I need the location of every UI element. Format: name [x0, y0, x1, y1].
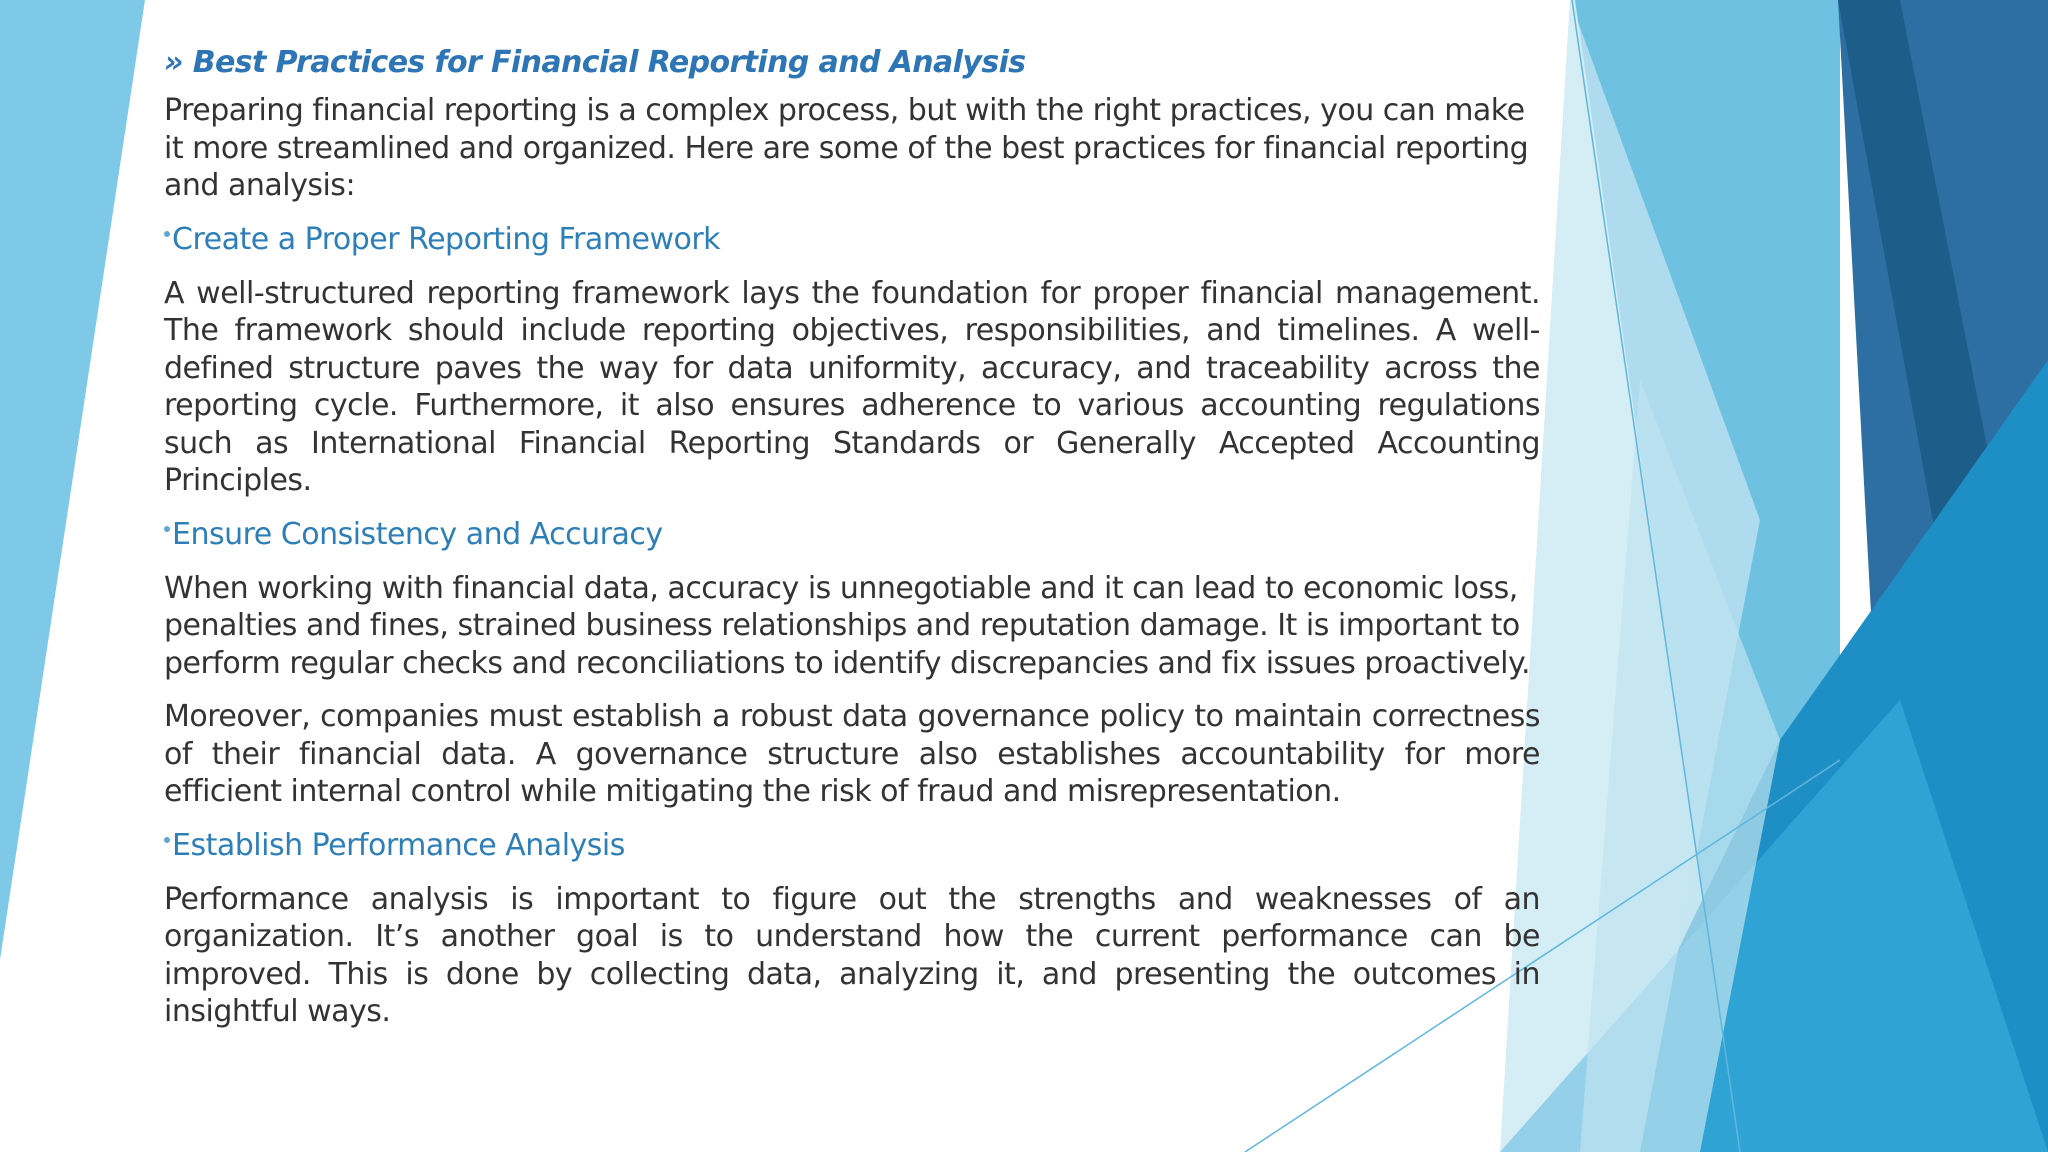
slide-content — [164, 40, 1540, 1047]
section-heading-consistency — [164, 516, 1540, 554]
section-heading-framework — [164, 221, 1540, 259]
framework-paragraph: A well-structured reporting framework lays the foundation for proper financial management. The framework should include reporting objectives, responsibilities, and timelines. A well-defined structure paves the way for data uniformity, accuracy, and traceability across the reporting cycle. Furthermore, it also ensures adherence to various accounting regulations such as International Financial Reporting Standards or Generally Accepted Accounting Principles. — [164, 275, 1540, 498]
performance-paragraph: Performance analysis is important to figure out the strengths and weaknesses of an organization. It’s another goal is to understand how the current performance can be improved. This is done by collecting data, analyzing it, and presenting the outcomes in insightful ways. — [164, 881, 1540, 1029]
section-heading-text: Ensure Consistency and Accuracy — [172, 516, 663, 552]
section-heading-text: Establish Performance Analysis — [172, 827, 625, 863]
section-heading-performance — [164, 827, 1540, 865]
bullet-icon — [164, 837, 170, 843]
consistency-paragraph-one: When working with financial data, accuracy is unnegotiable and it can lead to economic loss, penalties and fines, strained business relationships and reputation damage. It is important to perform regular checks and reconciliations to identify discrepancies and fix issues proactively. — [164, 570, 1531, 681]
intro-paragraph: Preparing financial reporting is a complex process, but with the right practices, you can make it more streamlined and organized. Here are some of the best practices for financial reporting and analysis: — [164, 93, 1529, 203]
section-heading-text: Create a Proper Reporting Framework — [172, 221, 721, 257]
consistency-paragraph-two: Moreover, companies must establish a robust data governance policy to maintain correctness of their financial data. A governance structure also establishes accountability for more efficient internal control while mitigating the risk of fraud and misrepresentation. — [164, 699, 1540, 809]
bullet-icon — [164, 526, 170, 532]
bullet-icon — [164, 231, 170, 237]
slide-title: » Best Practices for Financial Reporting and Analysis — [164, 45, 1026, 80]
